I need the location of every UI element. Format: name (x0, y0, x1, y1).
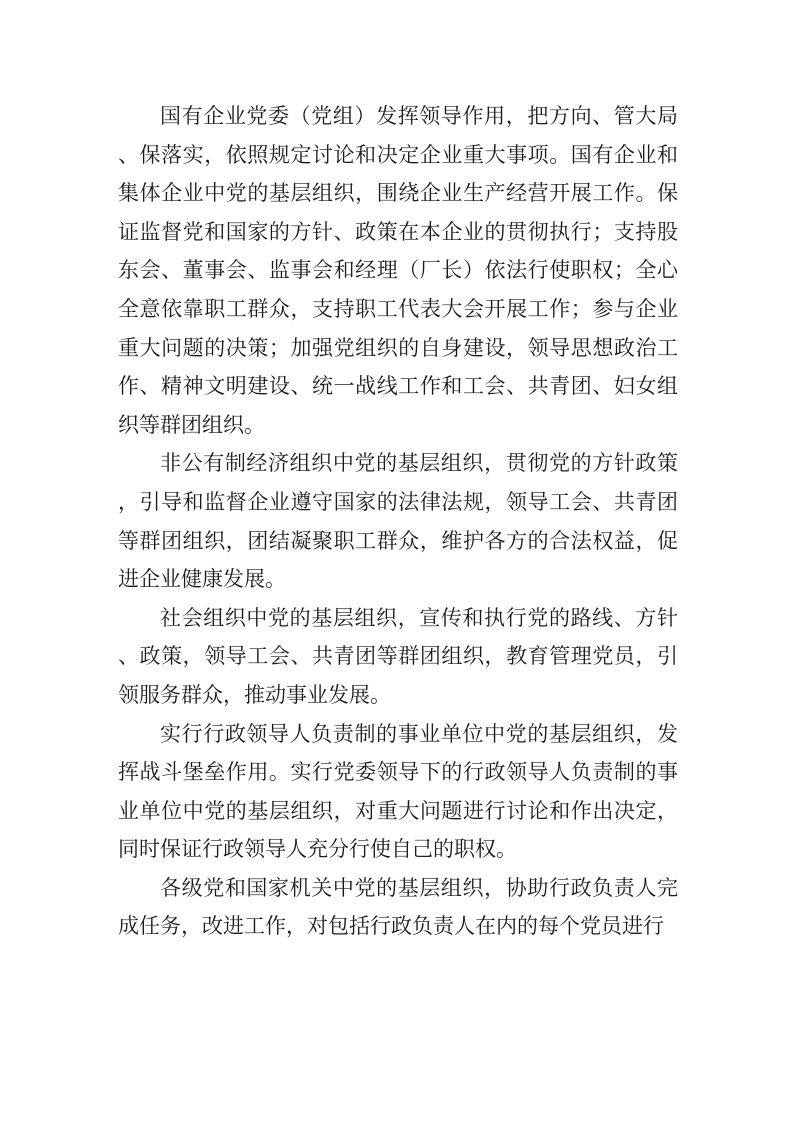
document-page (118, 97, 678, 946)
paragraph-state-organs: 各级党和国家机关中党的基层组织，协助行政负责人完成任务，改进工作，对包括行政负责人在内的每个党员进行 (118, 875, 678, 939)
paragraph-public-institutions: 实行行政领导人负责制的事业单位中党的基层组织，发挥战斗堡垒作用。实行党委领导下的行政领导人负责制的事业单位中党的基层组织，对重大问题进行讨论和作出决定，同时保证行政领导人充分行使自己的职权。 (118, 721, 678, 862)
paragraph-social-organizations: 社会组织中党的基层组织，宣传和执行党的路线、方针、政策，领导工会、共青团等群团组织，教育管理党员，引领服务群众，推动事业发展。 (118, 605, 678, 707)
paragraph-non-public-economy: 非公有制经济组织中党的基层组织，贯彻党的方针政策，引导和监督企业遵守国家的法律法规，领导工会、共青团等群团组织，团结凝聚职工群众，维护各方的合法权益，促进企业健康发展。 (118, 451, 678, 592)
paragraph-state-owned-enterprises: 国有企业党委（党组）发挥领导作用，把方向、管大局、保落实，依照规定讨论和决定企业重大事项。国有企业和集体企业中党的基层组织，围绕企业生产经营开展工作。保证监督党和国家的方针、政策在本企业的贯彻执行；支持股东会、董事会、监事会和经理（厂长）依法行使职权；全心全意依靠职工群众，支持职工代表大会开展工作；参与企业重大问题的决策；加强党组织的自身建设，领导思想政治工作、精神文明建设、统一战线工作和工会、共青团、妇女组织等群团组织。 (118, 104, 678, 437)
